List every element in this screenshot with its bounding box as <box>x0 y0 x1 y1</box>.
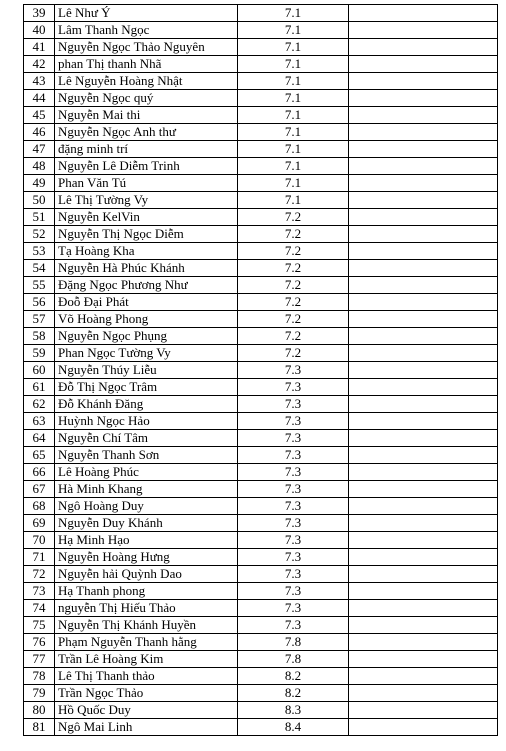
student-score: 7.3 <box>238 566 349 583</box>
table-row <box>24 158 498 175</box>
student-name: Lê Nguyễn Hoàng Nhật <box>55 73 238 90</box>
student-name: Đoỗ Đại Phát <box>55 294 238 311</box>
row-number: 70 <box>24 532 55 549</box>
table-row <box>24 651 498 668</box>
student-name: Tạ Hoàng Kha <box>55 243 238 260</box>
student-name: Ngô Hoàng Duy <box>55 498 238 515</box>
row-number: 52 <box>24 226 55 243</box>
note-cell <box>349 396 498 413</box>
table-row <box>24 549 498 566</box>
row-number: 63 <box>24 413 55 430</box>
note-cell <box>349 260 498 277</box>
student-name: Hạ Minh Hạo <box>55 532 238 549</box>
row-number: 69 <box>24 515 55 532</box>
student-name: đặng minh trí <box>55 141 238 158</box>
row-number: 66 <box>24 464 55 481</box>
row-number: 59 <box>24 345 55 362</box>
table-row <box>24 192 498 209</box>
student-score: 7.2 <box>238 328 349 345</box>
table-body <box>24 5 498 736</box>
row-number: 64 <box>24 430 55 447</box>
row-number: 50 <box>24 192 55 209</box>
student-name: Nguyễn Ngọc Thảo Nguyên <box>55 39 238 56</box>
student-score: 7.3 <box>238 617 349 634</box>
row-number: 73 <box>24 583 55 600</box>
student-name: Đỗ Khánh Đăng <box>55 396 238 413</box>
note-cell <box>349 5 498 22</box>
table-row <box>24 600 498 617</box>
row-number: 58 <box>24 328 55 345</box>
table-row <box>24 498 498 515</box>
student-name: Nguyễn Duy Khánh <box>55 515 238 532</box>
note-cell <box>349 277 498 294</box>
student-score: 7.3 <box>238 413 349 430</box>
student-score: 7.3 <box>238 379 349 396</box>
table-row <box>24 362 498 379</box>
student-name: Nguyễn Ngọc Phụng <box>55 328 238 345</box>
note-cell <box>349 311 498 328</box>
note-cell <box>349 583 498 600</box>
note-cell <box>349 481 498 498</box>
note-cell <box>349 719 498 736</box>
table-row <box>24 566 498 583</box>
note-cell <box>349 90 498 107</box>
student-name: Lê Thị Thanh thảo <box>55 668 238 685</box>
student-name: Đỗ Thị Ngọc Trâm <box>55 379 238 396</box>
note-cell <box>349 702 498 719</box>
student-name: Đặng Ngọc Phương Như <box>55 277 238 294</box>
row-number: 53 <box>24 243 55 260</box>
student-score: 7.2 <box>238 260 349 277</box>
row-number: 47 <box>24 141 55 158</box>
student-score: 7.1 <box>238 158 349 175</box>
table-row <box>24 464 498 481</box>
student-name: Nguyễn KelVin <box>55 209 238 226</box>
student-name: Nguyễn Thanh Sơn <box>55 447 238 464</box>
student-name: Nguyễn hải Quỳnh Dao <box>55 566 238 583</box>
note-cell <box>349 243 498 260</box>
note-cell <box>349 685 498 702</box>
student-score: 7.1 <box>238 73 349 90</box>
table-row <box>24 124 498 141</box>
student-name: Hà Minh Khang <box>55 481 238 498</box>
student-score: 7.3 <box>238 515 349 532</box>
student-score: 7.2 <box>238 277 349 294</box>
student-score: 7.3 <box>238 583 349 600</box>
note-cell <box>349 430 498 447</box>
student-score: 7.3 <box>238 481 349 498</box>
student-score: 7.1 <box>238 56 349 73</box>
student-score: 7.3 <box>238 362 349 379</box>
table-row <box>24 396 498 413</box>
row-number: 48 <box>24 158 55 175</box>
row-number: 61 <box>24 379 55 396</box>
note-cell <box>349 124 498 141</box>
note-cell <box>349 413 498 430</box>
note-cell <box>349 209 498 226</box>
student-name: nguyễn Thị Hiếu Thảo <box>55 600 238 617</box>
student-name: Nguyễn Lê Diễm Trinh <box>55 158 238 175</box>
student-score: 7.3 <box>238 498 349 515</box>
row-number: 46 <box>24 124 55 141</box>
student-score: 7.3 <box>238 396 349 413</box>
student-score: 7.1 <box>238 175 349 192</box>
table-row <box>24 277 498 294</box>
student-score: 7.1 <box>238 124 349 141</box>
student-name: Hạ Thanh phong <box>55 583 238 600</box>
row-number: 55 <box>24 277 55 294</box>
table-row <box>24 430 498 447</box>
table-row <box>24 226 498 243</box>
student-score: 7.2 <box>238 311 349 328</box>
student-score: 8.3 <box>238 702 349 719</box>
table-row <box>24 668 498 685</box>
note-cell <box>349 294 498 311</box>
note-cell <box>349 549 498 566</box>
table-row <box>24 345 498 362</box>
table-row <box>24 328 498 345</box>
student-name: Nguyễn Hà Phúc Khánh <box>55 260 238 277</box>
student-score: 7.1 <box>238 90 349 107</box>
row-number: 40 <box>24 22 55 39</box>
row-number: 72 <box>24 566 55 583</box>
row-number: 79 <box>24 685 55 702</box>
student-score: 7.3 <box>238 430 349 447</box>
row-number: 41 <box>24 39 55 56</box>
row-number: 74 <box>24 600 55 617</box>
note-cell <box>349 141 498 158</box>
student-score: 7.2 <box>238 209 349 226</box>
table-row <box>24 719 498 736</box>
row-number: 80 <box>24 702 55 719</box>
student-name: Lê Hoàng Phúc <box>55 464 238 481</box>
note-cell <box>349 107 498 124</box>
row-number: 42 <box>24 56 55 73</box>
student-name: Phan Ngọc Tường Vy <box>55 345 238 362</box>
student-score: 7.1 <box>238 39 349 56</box>
student-score: 7.3 <box>238 447 349 464</box>
table-row <box>24 481 498 498</box>
table-row <box>24 702 498 719</box>
table-row <box>24 90 498 107</box>
note-cell <box>349 56 498 73</box>
row-number: 67 <box>24 481 55 498</box>
note-cell <box>349 447 498 464</box>
note-cell <box>349 464 498 481</box>
student-name: Ngô Mai Linh <box>55 719 238 736</box>
table-row <box>24 634 498 651</box>
note-cell <box>349 362 498 379</box>
student-name: Nguyễn Thúy Liễu <box>55 362 238 379</box>
student-score: 8.2 <box>238 668 349 685</box>
student-name: Nguyễn Ngọc quý <box>55 90 238 107</box>
student-score: 7.3 <box>238 600 349 617</box>
student-score: 7.1 <box>238 192 349 209</box>
student-score: 7.2 <box>238 345 349 362</box>
student-score: 7.3 <box>238 464 349 481</box>
row-number: 44 <box>24 90 55 107</box>
row-number: 45 <box>24 107 55 124</box>
table-row <box>24 107 498 124</box>
student-score: 7.3 <box>238 549 349 566</box>
row-number: 54 <box>24 260 55 277</box>
student-score: 7.1 <box>238 107 349 124</box>
student-name: Trần Ngọc Thảo <box>55 685 238 702</box>
table-row <box>24 617 498 634</box>
student-score: 8.2 <box>238 685 349 702</box>
row-number: 78 <box>24 668 55 685</box>
note-cell <box>349 175 498 192</box>
table-row <box>24 311 498 328</box>
student-name: phan Thị thanh Nhã <box>55 56 238 73</box>
table-row <box>24 39 498 56</box>
student-name: Phan Văn Tú <box>55 175 238 192</box>
note-cell <box>349 515 498 532</box>
row-number: 60 <box>24 362 55 379</box>
student-name: Nguyễn Mai thi <box>55 107 238 124</box>
row-number: 75 <box>24 617 55 634</box>
row-number: 56 <box>24 294 55 311</box>
note-cell <box>349 39 498 56</box>
student-name: Lâm Thanh Ngọc <box>55 22 238 39</box>
note-cell <box>349 22 498 39</box>
note-cell <box>349 634 498 651</box>
table-row <box>24 532 498 549</box>
note-cell <box>349 328 498 345</box>
row-number: 65 <box>24 447 55 464</box>
student-score: 7.8 <box>238 651 349 668</box>
note-cell <box>349 566 498 583</box>
table-row <box>24 685 498 702</box>
row-number: 68 <box>24 498 55 515</box>
row-number: 62 <box>24 396 55 413</box>
note-cell <box>349 668 498 685</box>
student-score: 7.1 <box>238 22 349 39</box>
row-number: 43 <box>24 73 55 90</box>
student-score: 7.1 <box>238 5 349 22</box>
student-score: 7.2 <box>238 226 349 243</box>
student-name: Nguyễn Thị Ngọc Diễm <box>55 226 238 243</box>
student-score: 7.1 <box>238 141 349 158</box>
table-row <box>24 447 498 464</box>
table-row <box>24 260 498 277</box>
row-number: 76 <box>24 634 55 651</box>
note-cell <box>349 651 498 668</box>
row-number: 39 <box>24 5 55 22</box>
table-row <box>24 141 498 158</box>
table-row <box>24 515 498 532</box>
student-name: Nguyễn Ngọc Anh thư <box>55 124 238 141</box>
table-row <box>24 73 498 90</box>
table-row <box>24 294 498 311</box>
row-number: 57 <box>24 311 55 328</box>
student-name: Nguyễn Hoàng Hưng <box>55 549 238 566</box>
note-cell <box>349 617 498 634</box>
row-number: 49 <box>24 175 55 192</box>
row-number: 71 <box>24 549 55 566</box>
table-row <box>24 413 498 430</box>
student-score: 8.4 <box>238 719 349 736</box>
student-score: 7.3 <box>238 532 349 549</box>
student-name: Lê Như Ý <box>55 5 238 22</box>
note-cell <box>349 226 498 243</box>
table-row <box>24 583 498 600</box>
student-name: Nguyễn Thị Khánh Huyền <box>55 617 238 634</box>
table-row <box>24 56 498 73</box>
student-name: Phạm Nguyễn Thanh hằng <box>55 634 238 651</box>
student-score: 7.8 <box>238 634 349 651</box>
student-name: Lê Thị Tường Vy <box>55 192 238 209</box>
note-cell <box>349 600 498 617</box>
row-number: 51 <box>24 209 55 226</box>
table-row <box>24 22 498 39</box>
table-row <box>24 209 498 226</box>
note-cell <box>349 345 498 362</box>
student-name: Võ Hoàng Phong <box>55 311 238 328</box>
note-cell <box>349 379 498 396</box>
note-cell <box>349 192 498 209</box>
student-name: Trần Lê Hoàng Kim <box>55 651 238 668</box>
note-cell <box>349 532 498 549</box>
table-row <box>24 243 498 260</box>
row-number: 81 <box>24 719 55 736</box>
table-row <box>24 379 498 396</box>
student-score-table <box>23 4 498 736</box>
table-row <box>24 5 498 22</box>
student-name: Nguyễn Chí Tâm <box>55 430 238 447</box>
note-cell <box>349 73 498 90</box>
student-name: Huỳnh Ngọc Hảo <box>55 413 238 430</box>
table-row <box>24 175 498 192</box>
student-score: 7.2 <box>238 243 349 260</box>
note-cell <box>349 498 498 515</box>
note-cell <box>349 158 498 175</box>
student-name: Hồ Quốc Duy <box>55 702 238 719</box>
row-number: 77 <box>24 651 55 668</box>
student-score: 7.2 <box>238 294 349 311</box>
